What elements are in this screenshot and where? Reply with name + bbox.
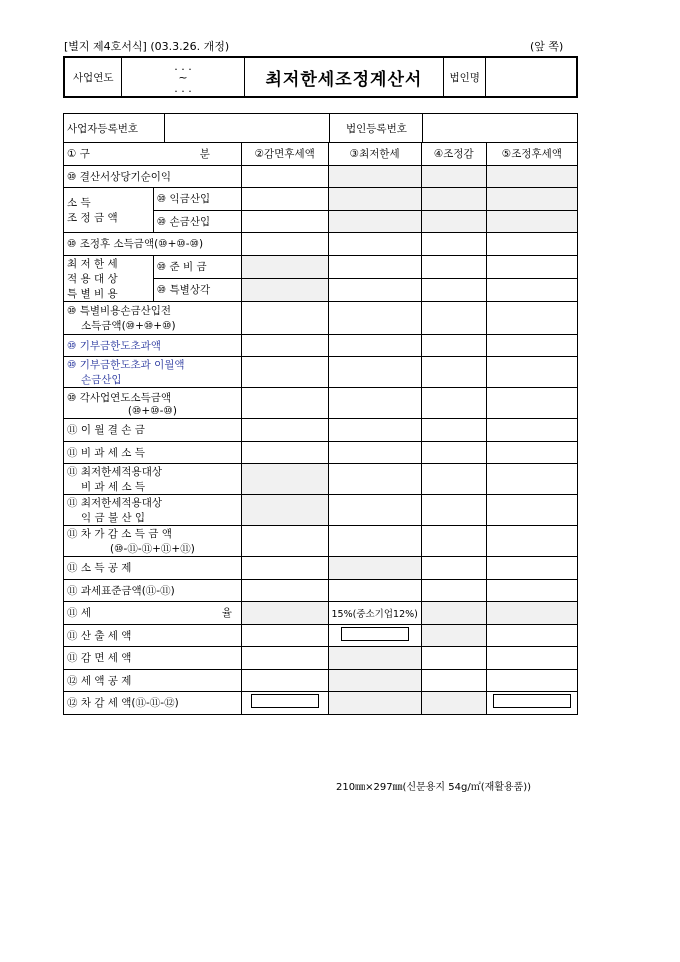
table-row [64,334,578,357]
table-row [64,255,578,278]
table-row [64,301,578,334]
row-label: ⑩ 준 비 금 [153,255,241,278]
row-label: ⑩ 기부금한도초과액 [64,334,242,357]
registration-table [63,113,578,143]
table-row [64,357,578,388]
cell-input[interactable] [328,233,421,256]
cell-input[interactable] [241,188,328,211]
cell-input[interactable] [241,210,328,233]
col-header-after-reduction: ②감면후세액 [241,143,328,166]
table-row [64,602,578,625]
table-row [64,188,578,211]
table-row [64,419,578,442]
year-label: 사업연도 [64,57,122,97]
table-row [64,557,578,580]
row-label: ⑪ 비 과 세 소 득 [64,441,242,464]
biz-reg-label: 사업자등록번호 [64,114,165,143]
row-label: ⑩ 손금산입 [153,210,241,233]
corp-reg-label: 법인등록번호 [330,114,423,143]
row-label: ⑩ 조정후 소득금액(⑩+⑩-⑩) [64,233,242,256]
row-label: ⑫ 세 액 공 제 [64,669,242,692]
corp-name-field[interactable] [486,57,577,97]
table-row [64,692,578,715]
row-label: ⑪ 세 율 [64,602,242,625]
row-group-label: 소 득 조 정 금 액 [64,188,154,233]
table-row [64,233,578,256]
period-start: . . . [174,59,192,73]
period-field[interactable] [122,57,244,97]
row-label: ⑩ 특별비용손금산입전 소득금액(⑩+⑩+⑩) [64,301,242,334]
period-end: . . . [174,81,192,95]
table-row [64,495,578,526]
col-header-adjustment: ④조정감 [421,143,486,166]
page-side: (앞 쪽) [530,40,564,53]
period-tilde: ~ [178,70,188,84]
row-label: ⑪ 산 출 세 액 [64,624,242,647]
row-label: ⑪ 최저한세적용대상 비 과 세 소 득 [64,464,242,495]
table-row [64,165,578,188]
row-label: ⑩ 각사업연도소득금액 (⑩+⑩-⑩) [64,388,242,419]
col-header-after-adjustment: ⑤조정후세액 [486,143,577,166]
calculated-tax-box[interactable] [328,624,421,647]
row-label: ⑩ 결산서상당기순이익 [64,165,242,188]
form-number: [별지 제4호서식] (03.3.26. 개정) [64,40,230,53]
table-row [64,441,578,464]
col-header-minimum-tax: ③최저한세 [328,143,421,166]
net-tax-box[interactable] [241,692,328,715]
cell-input[interactable] [241,165,328,188]
table-row [64,526,578,557]
row-label: ⑪ 감 면 세 액 [64,647,242,670]
cell-input[interactable] [241,233,328,256]
corp-reg-field[interactable] [423,114,578,143]
form-title: 최저한세조정계산서 [244,57,444,97]
column-header-row [64,143,578,166]
row-label: ⑩ 익금산입 [153,188,241,211]
row-label: ⑪ 이 월 결 손 금 [64,419,242,442]
table-row [64,669,578,692]
tax-rate: 15%(중소기업12%) [328,602,421,625]
row-label: ⑩ 기부금한도초과 이월액 손금산입 [64,357,242,388]
row-label: ⑪ 소 득 공 제 [64,557,242,580]
row-label: ⑫ 차 감 세 액(⑪-⑪-⑫) [64,692,242,715]
table-row [64,464,578,495]
row-label: ⑪ 최저한세적용대상 익 금 불 산 입 [64,495,242,526]
row-label: ⑪ 과세표준금액(⑪-⑪) [64,579,242,602]
biz-reg-field[interactable] [164,114,330,143]
row-group-label: 최 저 한 세 적 용 대 상 특 별 비 용 [64,255,154,301]
header-table [63,56,578,98]
table-row [64,579,578,602]
final-tax-box[interactable] [486,692,577,715]
corp-name-label: 법인명 [444,57,486,97]
col-header-category: ① 구 분 [64,143,242,166]
row-label: ⑪ 차 가 감 소 득 금 액 (⑩-⑪-⑪+⑪+⑪) [64,526,242,557]
table-row [64,624,578,647]
paper-spec: 210㎜×297㎜(신문용지 54g/㎡(재활용품)) [336,782,532,793]
table-row [64,388,578,419]
row-label: ⑩ 특별상각 [153,278,241,301]
table-row [64,647,578,670]
calc-table [63,142,578,715]
